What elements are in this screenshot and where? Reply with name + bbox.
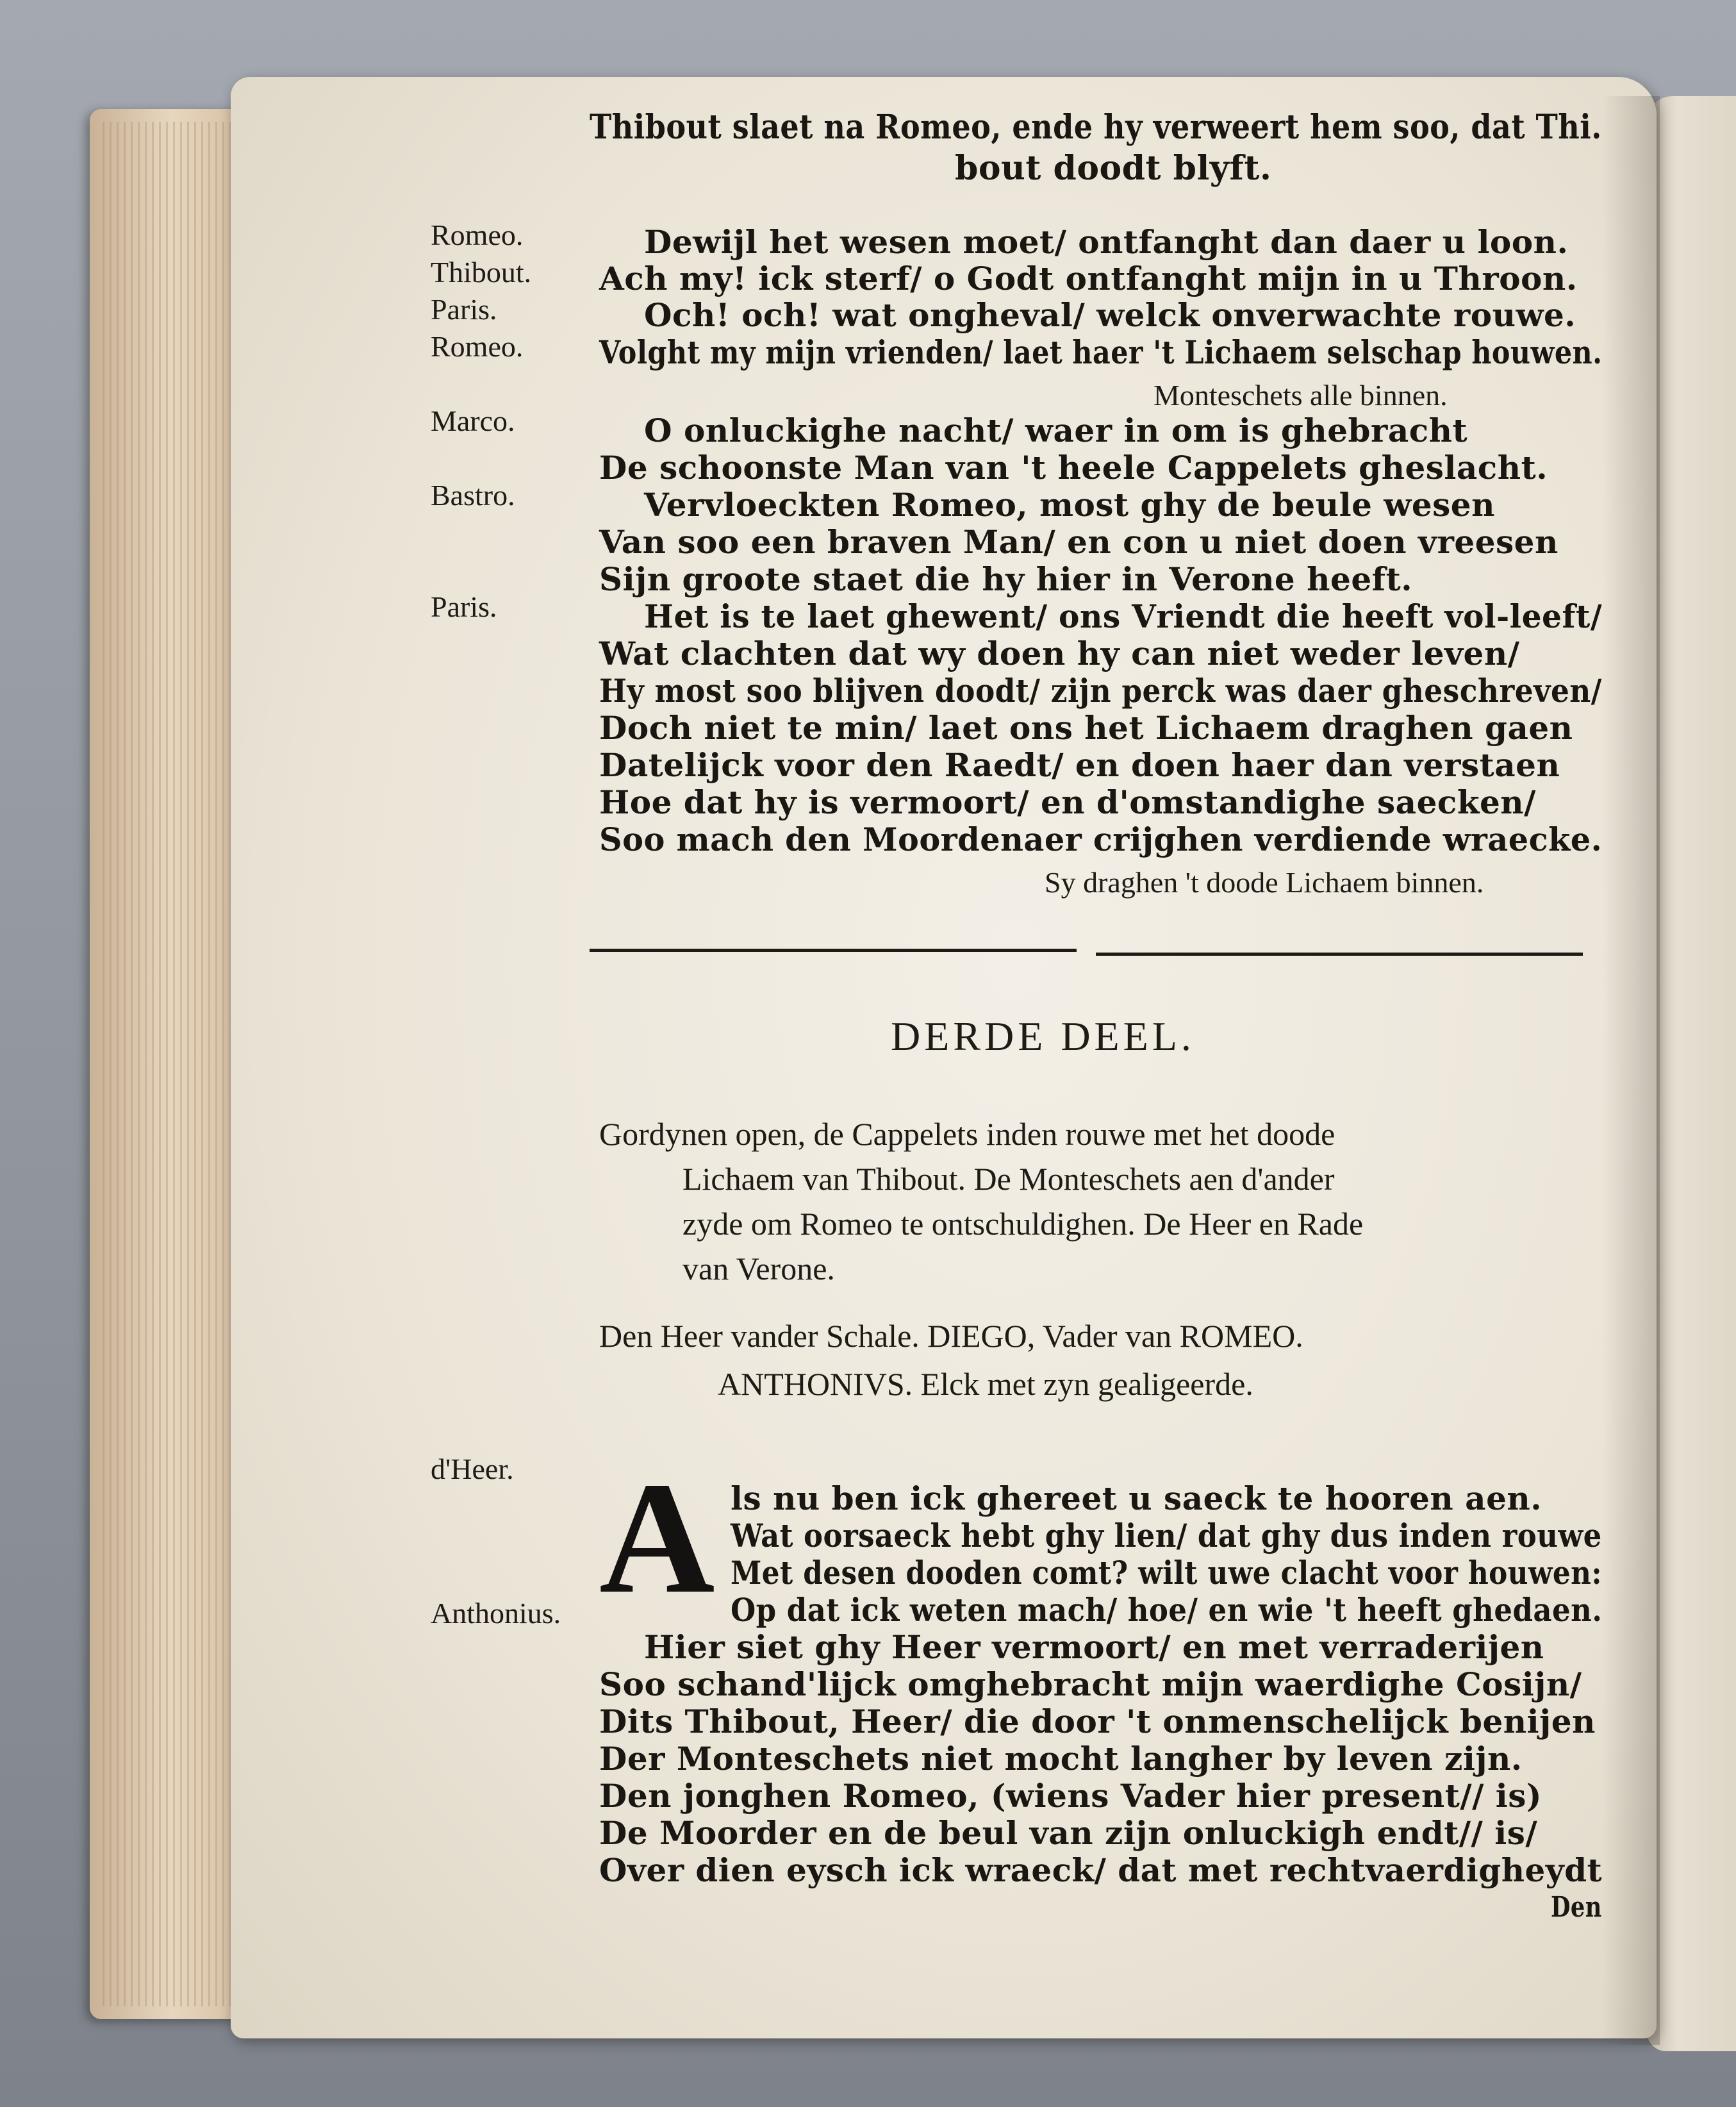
speaker-label: d'Heer.	[431, 1453, 514, 1485]
verse-line: Hy most soo blijven doodt/ zijn perck was daer gheschreven/	[599, 672, 1602, 710]
verse-line: Over dien eysch ick wraeck/ dat met rechtvaerdigheydt	[599, 1851, 1603, 1889]
stage-direction: Monteschets alle binnen.	[1153, 379, 1448, 412]
verse-line: Doch niet te min/ laet ons het Lichaem draghen gaen	[599, 709, 1573, 747]
cast-line: Den Heer vander Schale. DIEGO, Vader van ROMEO.	[599, 1318, 1303, 1354]
verse-line: Op dat ick weten mach/ hoe/ en wie 't heeft ghedaen.	[731, 1591, 1603, 1629]
verse-line: Der Monteschets niet mocht langher by leven zijn.	[599, 1740, 1523, 1778]
catchword: Den	[1551, 1891, 1602, 1924]
verse-line: De Moorder en de beul van zijn onluckigh endt// is/	[599, 1814, 1538, 1852]
verse-line: Och! och! wat ongheval/ welck onverwachte rouwe.	[644, 296, 1576, 334]
verse-line: Met desen dooden comt? wilt uwe clacht voor houwen:	[731, 1554, 1602, 1592]
verse-line: Hier siet ghy Heer vermoort/ en met verraderijen	[644, 1628, 1544, 1666]
verse-line: Vervloeckten Romeo, most ghy de beule wesen	[644, 486, 1495, 524]
drop-capital: A	[599, 1449, 715, 1627]
speaker-label: Anthonius.	[431, 1597, 561, 1629]
verse-line: De schoonste Man van 't heele Cappelets gheslacht.	[599, 449, 1548, 487]
act-description-line: Gordynen open, de Cappelets inden rouwe met het doode	[599, 1116, 1335, 1152]
divider-rule	[1096, 953, 1583, 956]
speaker-label: Paris.	[431, 293, 497, 326]
verse-line: O onluckighe nacht/ waer in om is ghebracht	[644, 412, 1468, 449]
verse-line: Soo schand'lijck omghebracht mijn waerdighe Cosijn/	[599, 1665, 1582, 1703]
verse-line: ls nu ben ick ghereet u saeck te hooren aen.	[731, 1479, 1542, 1517]
verse-line: Datelijck voor den Raedt/ en doen haer dan verstaen	[599, 746, 1560, 784]
cast-line: ANTHONIVS. Elck met zyn gealigeerde.	[718, 1366, 1253, 1402]
verse-line: Van soo een braven Man/ en con u niet doen vreesen	[599, 523, 1558, 561]
verse-line: Wat oorsaeck hebt ghy lien/ dat ghy dus inden rouwe	[731, 1517, 1602, 1554]
verse-line: Wat clachten dat wy doen hy can niet weder leven/	[599, 635, 1520, 672]
speaker-label: Thibout.	[431, 256, 532, 288]
act-description-line: Lichaem van Thibout. De Monteschets aen d'ander	[682, 1161, 1335, 1197]
header-stage-direction-line-2: bout doodt blyft.	[955, 149, 1272, 188]
speaker-label: Paris.	[431, 590, 497, 623]
verse-line: Ach my! ick sterf/ o Godt ontfanght mijn in u Throon.	[599, 260, 1578, 297]
verse-line: Den jonghen Romeo, (wiens Vader hier present// is)	[599, 1777, 1542, 1815]
speaker-label: Marco.	[431, 404, 515, 437]
verse-line: Dewijl het wesen moet/ ontfanght dan daer u loon.	[644, 223, 1569, 261]
speaker-label: Romeo.	[431, 219, 524, 251]
verse-line: Dits Thibout, Heer/ die door 't onmenschelijck benijen	[599, 1703, 1596, 1740]
gutter-shadow	[1602, 96, 1660, 2045]
divider-rule	[590, 949, 1077, 952]
facing-page	[1647, 96, 1736, 2051]
act-title: DERDE DEEL.	[891, 1013, 1195, 1059]
speaker-label: Romeo.	[431, 330, 524, 363]
act-description-line: van Verone.	[682, 1251, 835, 1287]
speaker-label: Bastro.	[431, 479, 515, 512]
verse-line: Soo mach den Moordenaer crijghen verdiende wraecke.	[599, 820, 1603, 858]
act-description-line: zyde om Romeo te ontschuldighen. De Heer en Rade	[682, 1206, 1364, 1242]
verse-line: Sijn groote staet die hy hier in Verone heeft.	[599, 560, 1413, 598]
header-stage-direction-line-1: Thibout slaet na Romeo, ende hy verweert hem soo, dat Thi.	[590, 108, 1602, 147]
stage-direction: Sy draghen 't doode Lichaem binnen.	[1045, 866, 1484, 899]
verse-line: Hoe dat hy is vermoort/ en d'omstandighe saecken/	[599, 783, 1536, 821]
verse-line: Het is te laet ghewent/ ons Vriendt die heeft vol-leeft/	[644, 597, 1603, 635]
verse-line: Volght my mijn vrienden/ laet haer 't Lichaem selschap houwen.	[599, 333, 1603, 371]
